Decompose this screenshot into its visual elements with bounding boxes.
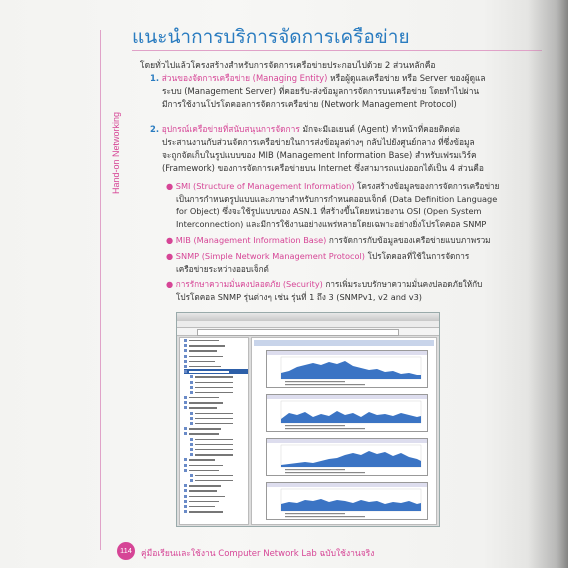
- page-edge-shadow: [528, 0, 568, 568]
- list-item-1: [150, 72, 486, 111]
- bullet-dot: ●: [166, 279, 174, 289]
- bullet-heading: MIB (Management Information Base): [175, 235, 327, 245]
- traffic-graph: [266, 482, 428, 520]
- bullet-dot: ●: [166, 181, 174, 191]
- screenshot-addressbar: [177, 328, 439, 336]
- item-number: 2.: [150, 124, 160, 134]
- bullet-mib: [166, 234, 491, 247]
- page-number: 114: [117, 542, 135, 560]
- network-monitor-screenshot: [176, 312, 440, 527]
- bullet-smi: [166, 180, 499, 230]
- bullet-security: [166, 278, 482, 303]
- margin-rule: [100, 30, 101, 550]
- traffic-graph: [266, 394, 428, 432]
- bullet-text: for Object) ซึ่งจะใช้รูปแบบของ ASN.1 ที่สร้างขึ้นโดยหน่วยงาน OSI (Open System: [176, 206, 482, 216]
- intro-text: โดยทั่วไปแล้วโครงสร้างสำหรับการจัดการเครือข่ายประกอบไปด้วย 2 ส่วนหลักคือ: [140, 61, 436, 71]
- side-label: Hand-on Networking: [111, 111, 121, 195]
- bullet-heading: การรักษาความมั่นคงปลอดภัย (Security): [175, 279, 323, 289]
- item-text: (Framework) ของการจัดการเครือข่ายบน Internet ซึ่งสามารถแบ่งออกได้เป็น 4 ส่วนคือ: [162, 163, 484, 173]
- bullet-text: Interconnection) และมีการใช้งานอย่างแพร่หลายโดยเฉพาะอย่างยิ่งโปรโตคอล SNMP: [176, 218, 487, 229]
- bullet-heading: SNMP (Simple Network Management Protocol): [175, 251, 365, 261]
- bullet-text: การจัดการกับข้อมูลของเครือข่ายแบบภาพรวม: [326, 235, 491, 245]
- page-title: แนะนำการบริการจัดการเครือข่าย: [132, 27, 410, 48]
- item-heading: ส่วนของจัดการเครือข่าย (Managing Entity): [161, 73, 328, 83]
- traffic-graph: [266, 350, 428, 388]
- bullet-snmp: [166, 250, 469, 275]
- bullet-text: การเพิ่มระบบรักษาความมั่นคงปลอดภัยให้กับ: [322, 279, 483, 289]
- screenshot-titlebar: [177, 313, 439, 321]
- item-number: 1.: [150, 73, 160, 83]
- book-title-footer: คู่มือเรียนและใช้งาน Computer Network Lab ฉบับใช้งานจริง: [141, 549, 375, 559]
- bullet-text: โครงสร้างข้อมูลของการจัดการเครือข่าย: [354, 181, 500, 191]
- item-text: ประสานงานกับส่วนจัดการเครือข่ายในการส่งข้อมูลต่างๆ กลับไปยังศูนย์กลาง ที่ซึ่งข้อมูล: [162, 137, 475, 147]
- screenshot-tree-panel: [179, 337, 249, 525]
- side-tab: [106, 70, 122, 240]
- item-text: หรือผู้ดูแลเครือข่าย หรือ Server ของผู้ดูแล: [327, 73, 486, 83]
- bullet-text: เครือข่ายระหว่างออบเจ็กต์: [176, 263, 269, 274]
- item-text: มักจะมีเอเยนต์ (Agent) ทำหน้าที่คอยติดต่อ: [299, 124, 461, 134]
- bullet-text: เป็นการกำหนดรูปแบบและภาษาสำหรับการกำหนดออบเจ็กต์ (Data Definition Language: [176, 193, 498, 204]
- traffic-graph: [266, 438, 428, 476]
- list-item-2: [150, 123, 484, 175]
- bullet-text: โปรโตคอลที่ใช้ในการจัดการ: [364, 251, 470, 261]
- title-underline: [132, 50, 542, 51]
- item-text: มีการใช้งานโปรโตคอลการจัดการเครือข่าย (Network Management Protocol): [162, 99, 457, 109]
- bullet-heading: SMI (Structure of Management Information): [175, 181, 355, 191]
- item-text: ระบบ (Management Server) ที่คอยรับ-ส่งข้อมูลการจัดการบนเครือข่าย โดยทำไปผ่าน: [162, 86, 480, 96]
- item-heading: อุปกรณ์เครือข่ายที่สนับสนุนการจัดการ: [161, 124, 300, 134]
- screenshot-graph-panel: [251, 337, 437, 525]
- bullet-dot: ●: [166, 251, 174, 261]
- bullet-dot: ●: [166, 235, 174, 245]
- item-text: จะถูกจัดเก็บในรูปแบบของ MIB (Management Information Base) สำหรับเฟรมเวิร์ค: [162, 150, 477, 160]
- bullet-text: โปรโตคอล SNMP รุ่นต่างๆ เช่น รุ่นที่ 1 ถึง 3 (SNMPv1, v2 and v3): [176, 291, 422, 302]
- screenshot-menubar: [177, 321, 439, 328]
